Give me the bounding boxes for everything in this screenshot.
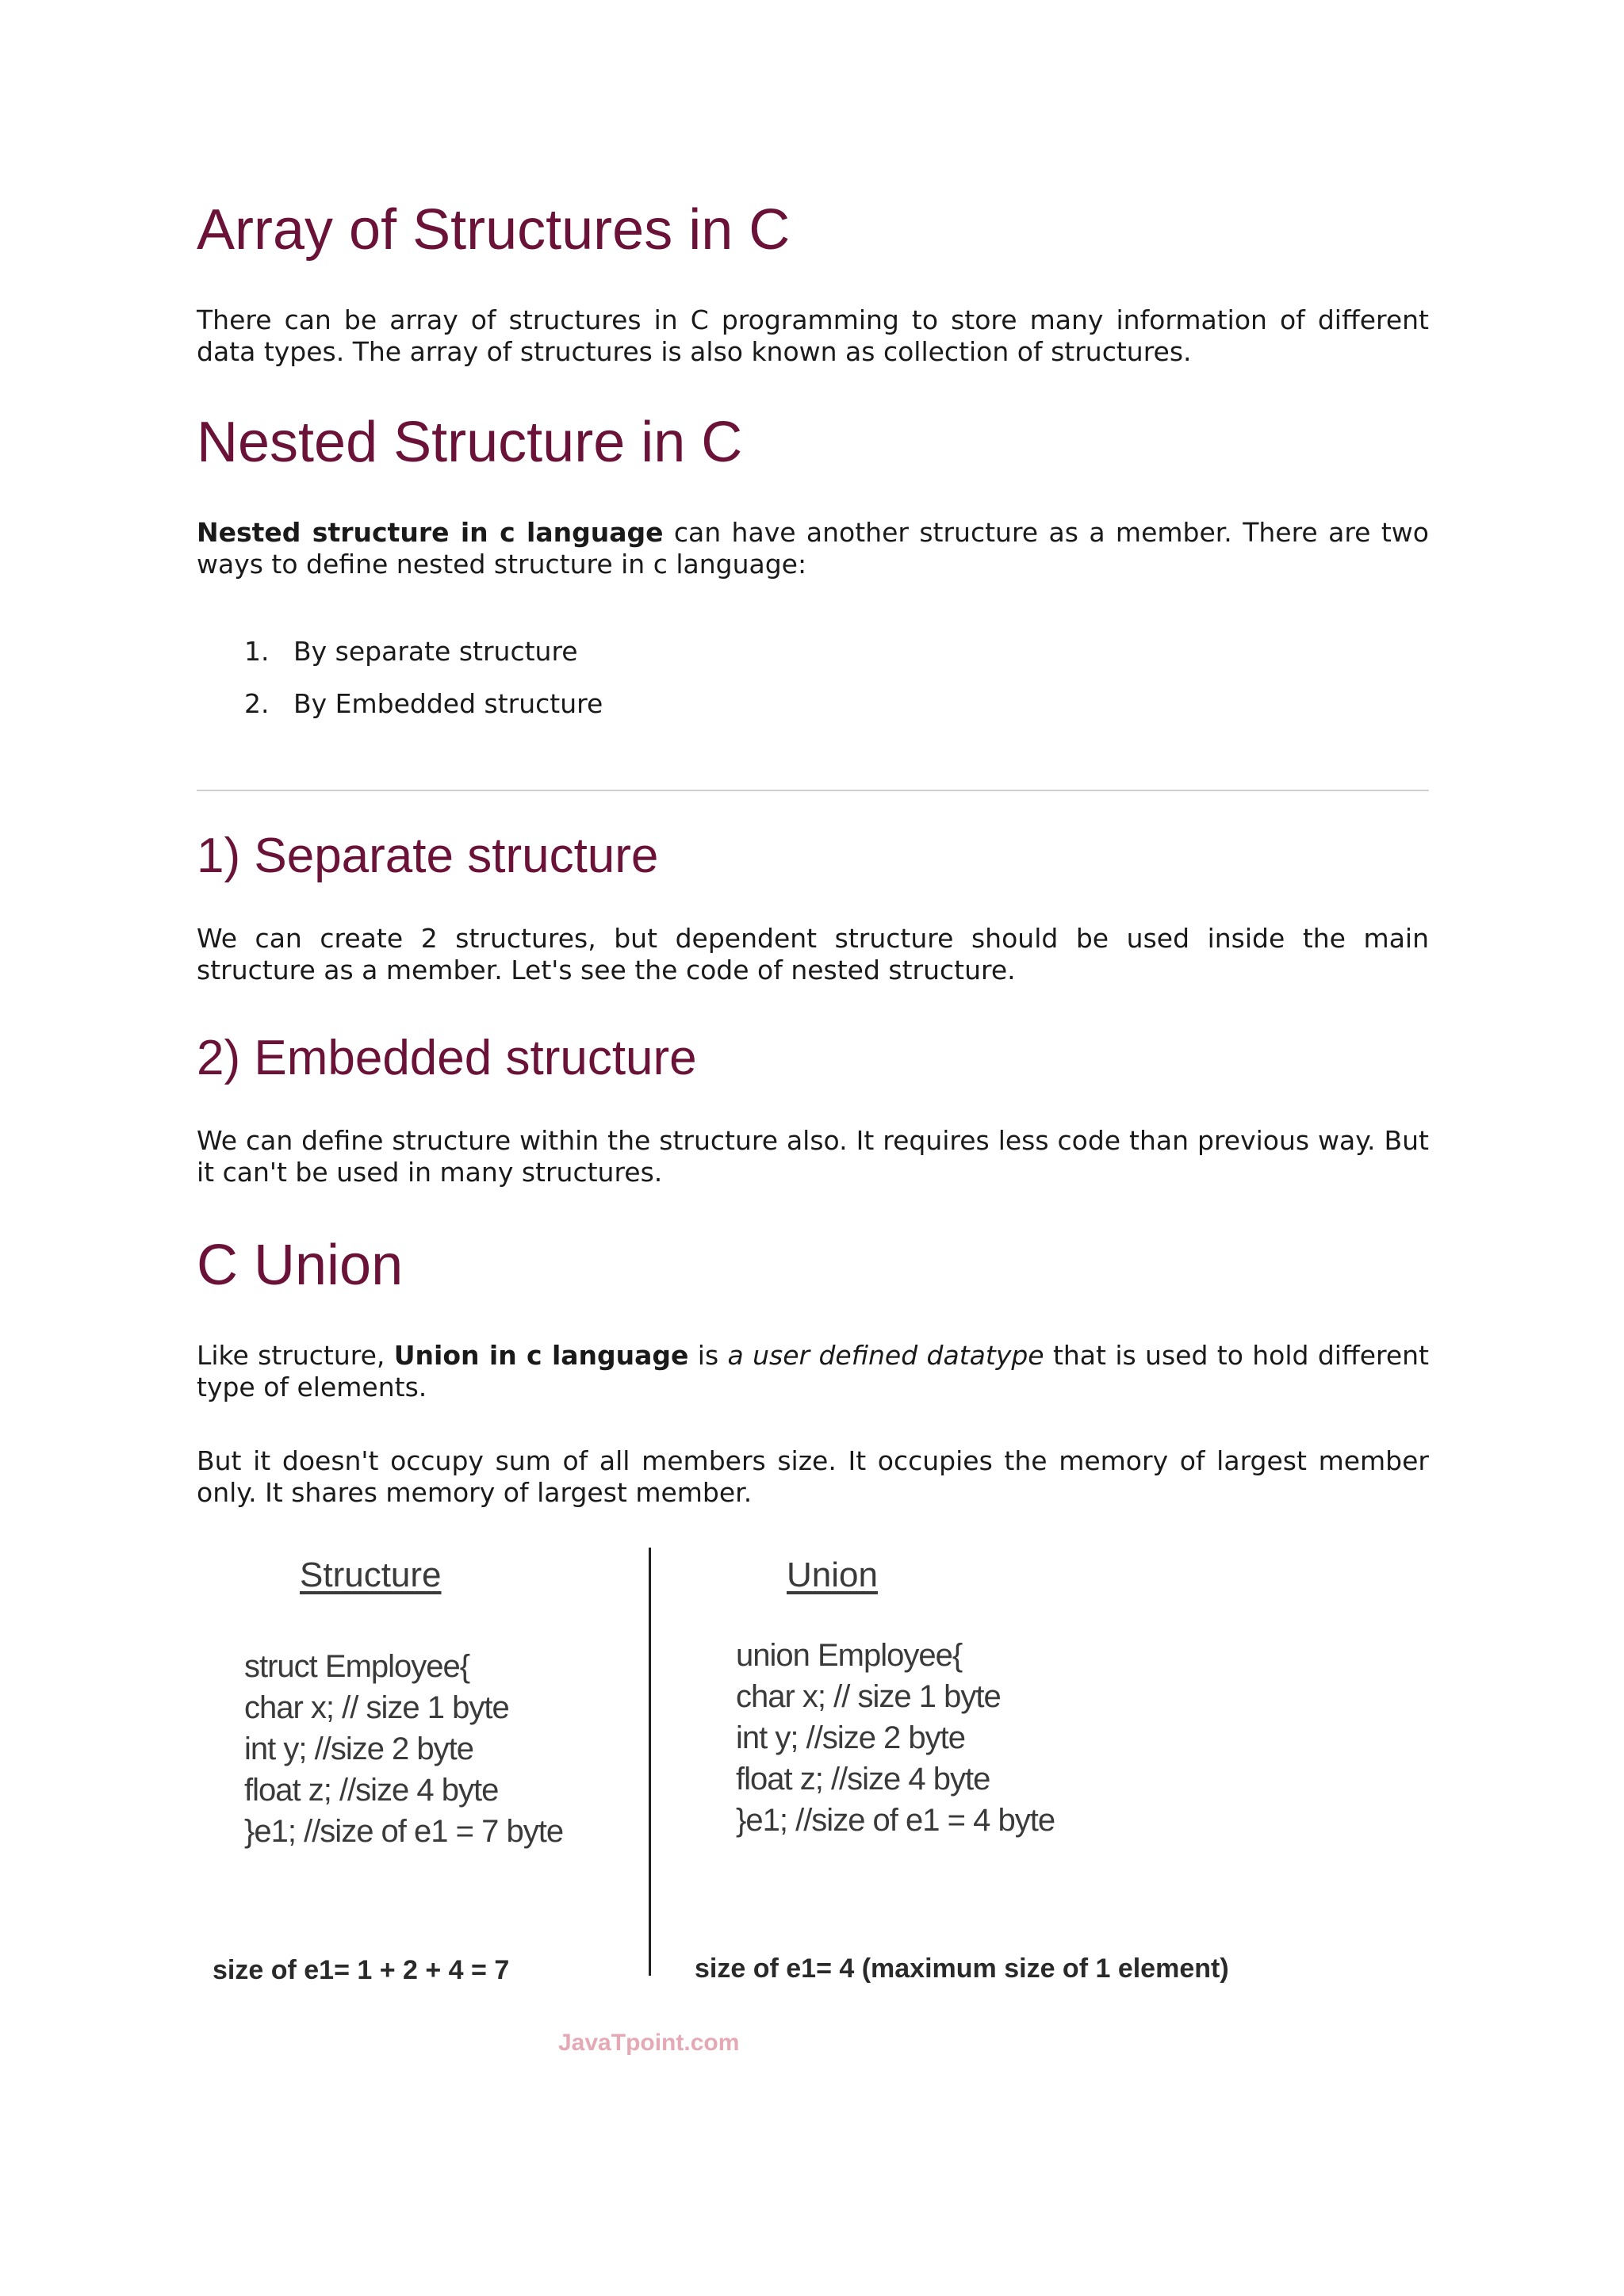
nested-structure-term: Nested structure in c language [197, 517, 664, 548]
figure-structure-size-sum: size of e1= 1 + 2 + 4 = 7 [213, 1955, 510, 1985]
union-emphasis: a user defined datatype [727, 1340, 1044, 1371]
structure-vs-union-figure [197, 1538, 1429, 2077]
paragraph-array-of-structures: There can be array of structures in C programming to store many information of different data types. The array of structures is also known as collection of structures. [197, 304, 1429, 367]
union-text-start: Like structure, [197, 1340, 394, 1371]
union-term: Union in c language [393, 1340, 689, 1371]
figure-structure-heading: Structure [300, 1556, 442, 1594]
figure-column-divider [649, 1548, 651, 1976]
code-line: }e1; //size of e1 = 7 byte [244, 1814, 564, 1849]
union-text-end: that is used to hold different type of elements. [197, 1340, 1429, 1402]
list-item [244, 688, 603, 740]
code-line: char x; // size 1 byte [736, 1679, 1001, 1714]
figure-structure-code [244, 1646, 563, 1852]
code-line: }e1; //size of e1 = 4 byte [736, 1803, 1055, 1838]
code-line: struct Employee{ [244, 1649, 470, 1684]
nested-structure-ways-list [244, 636, 603, 740]
list-item-text: By separate structure [293, 636, 578, 667]
figure-union-size-sum: size of e1= 4 (maximum size of 1 element) [695, 1954, 1229, 1984]
code-line: char x; // size 1 byte [244, 1690, 509, 1725]
nested-structure-description: can have another structure as a member. There are two ways to define nested structure in c language: [197, 517, 1429, 580]
heading-nested-structure: Nested Structure in C [197, 411, 743, 474]
list-item [244, 636, 603, 688]
figure-union-code [736, 1635, 1055, 1841]
code-line: union Employee{ [736, 1638, 963, 1673]
code-line: float z; //size 4 byte [244, 1773, 499, 1808]
heading-separate-structure: 1) Separate structure [197, 828, 659, 883]
paragraph-nested-structure [197, 517, 1429, 580]
list-item-number: 2. [244, 688, 270, 719]
code-line: float z; //size 4 byte [736, 1762, 990, 1797]
paragraph-union-memory: But it doesn't occupy sum of all members size. It occupies the memory of largest member only. It shares memory of largest member. [197, 1445, 1429, 1508]
list-item-text: By Embedded structure [293, 688, 603, 719]
paragraph-separate-structure: We can create 2 structures, but dependent structure should be used inside the main structure as a member. Let's see the code of nested structure. [197, 923, 1429, 985]
code-line: int y; //size 2 byte [736, 1720, 966, 1755]
figure-union-heading: Union [787, 1556, 878, 1594]
heading-embedded-structure: 2) Embedded structure [197, 1031, 697, 1085]
code-line: int y; //size 2 byte [244, 1732, 474, 1766]
heading-c-union: C Union [197, 1234, 404, 1297]
union-text-mid: is [688, 1340, 728, 1371]
list-item-number: 1. [244, 636, 270, 667]
javatpoint-watermark: JavaTpoint.com [558, 2030, 740, 2056]
paragraph-embedded-structure: We can define structure within the structure also. It requires less code than previous way. But it can't be used in many structures. [197, 1125, 1429, 1188]
paragraph-union-definition [197, 1340, 1429, 1403]
heading-array-of-structures: Array of Structures in C [197, 198, 791, 262]
horizontal-divider [197, 790, 1429, 791]
